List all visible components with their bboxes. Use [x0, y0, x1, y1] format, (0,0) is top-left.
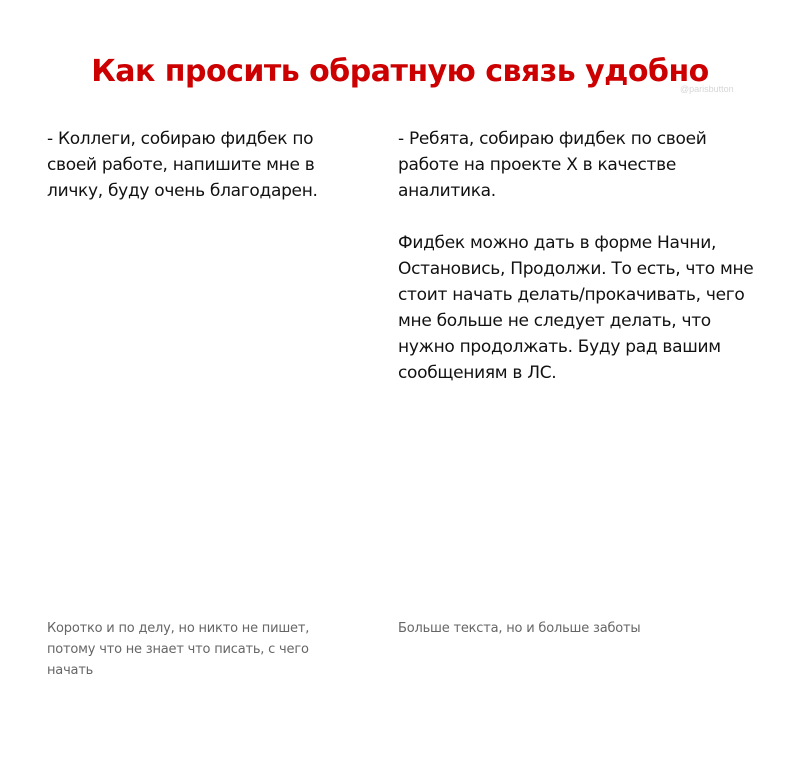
page-title: Как просить обратную связь удобно — [91, 54, 709, 90]
detailed-request-details: Фидбек можно дать в форме Начни, Остановись, Продолжи. То есть, что мне стоит начать делать/прокачивать, чего мне больше не следует делать, что нужно продолжать. Буду рад вашим сообщениям в ЛС. — [398, 233, 754, 383]
short-request-message: - Коллеги, собираю фидбек по своей работе, напишите мне в личку, буду очень благодарен. — [47, 129, 318, 201]
detailed-request-intro: - Ребята, собираю фидбек по своей работе на проекте Х в качестве аналитика. — [398, 129, 707, 201]
detailed-request-comment: Больше текста, но и больше заботы — [398, 621, 641, 636]
short-request-comment: Коротко и по делу, но никто не пишет, потому что не знает что писать, с чего начать — [47, 621, 310, 678]
detailed-request-example — [398, 126, 758, 386]
watermark: @parisbutton — [680, 84, 734, 94]
short-request-example — [47, 126, 347, 204]
